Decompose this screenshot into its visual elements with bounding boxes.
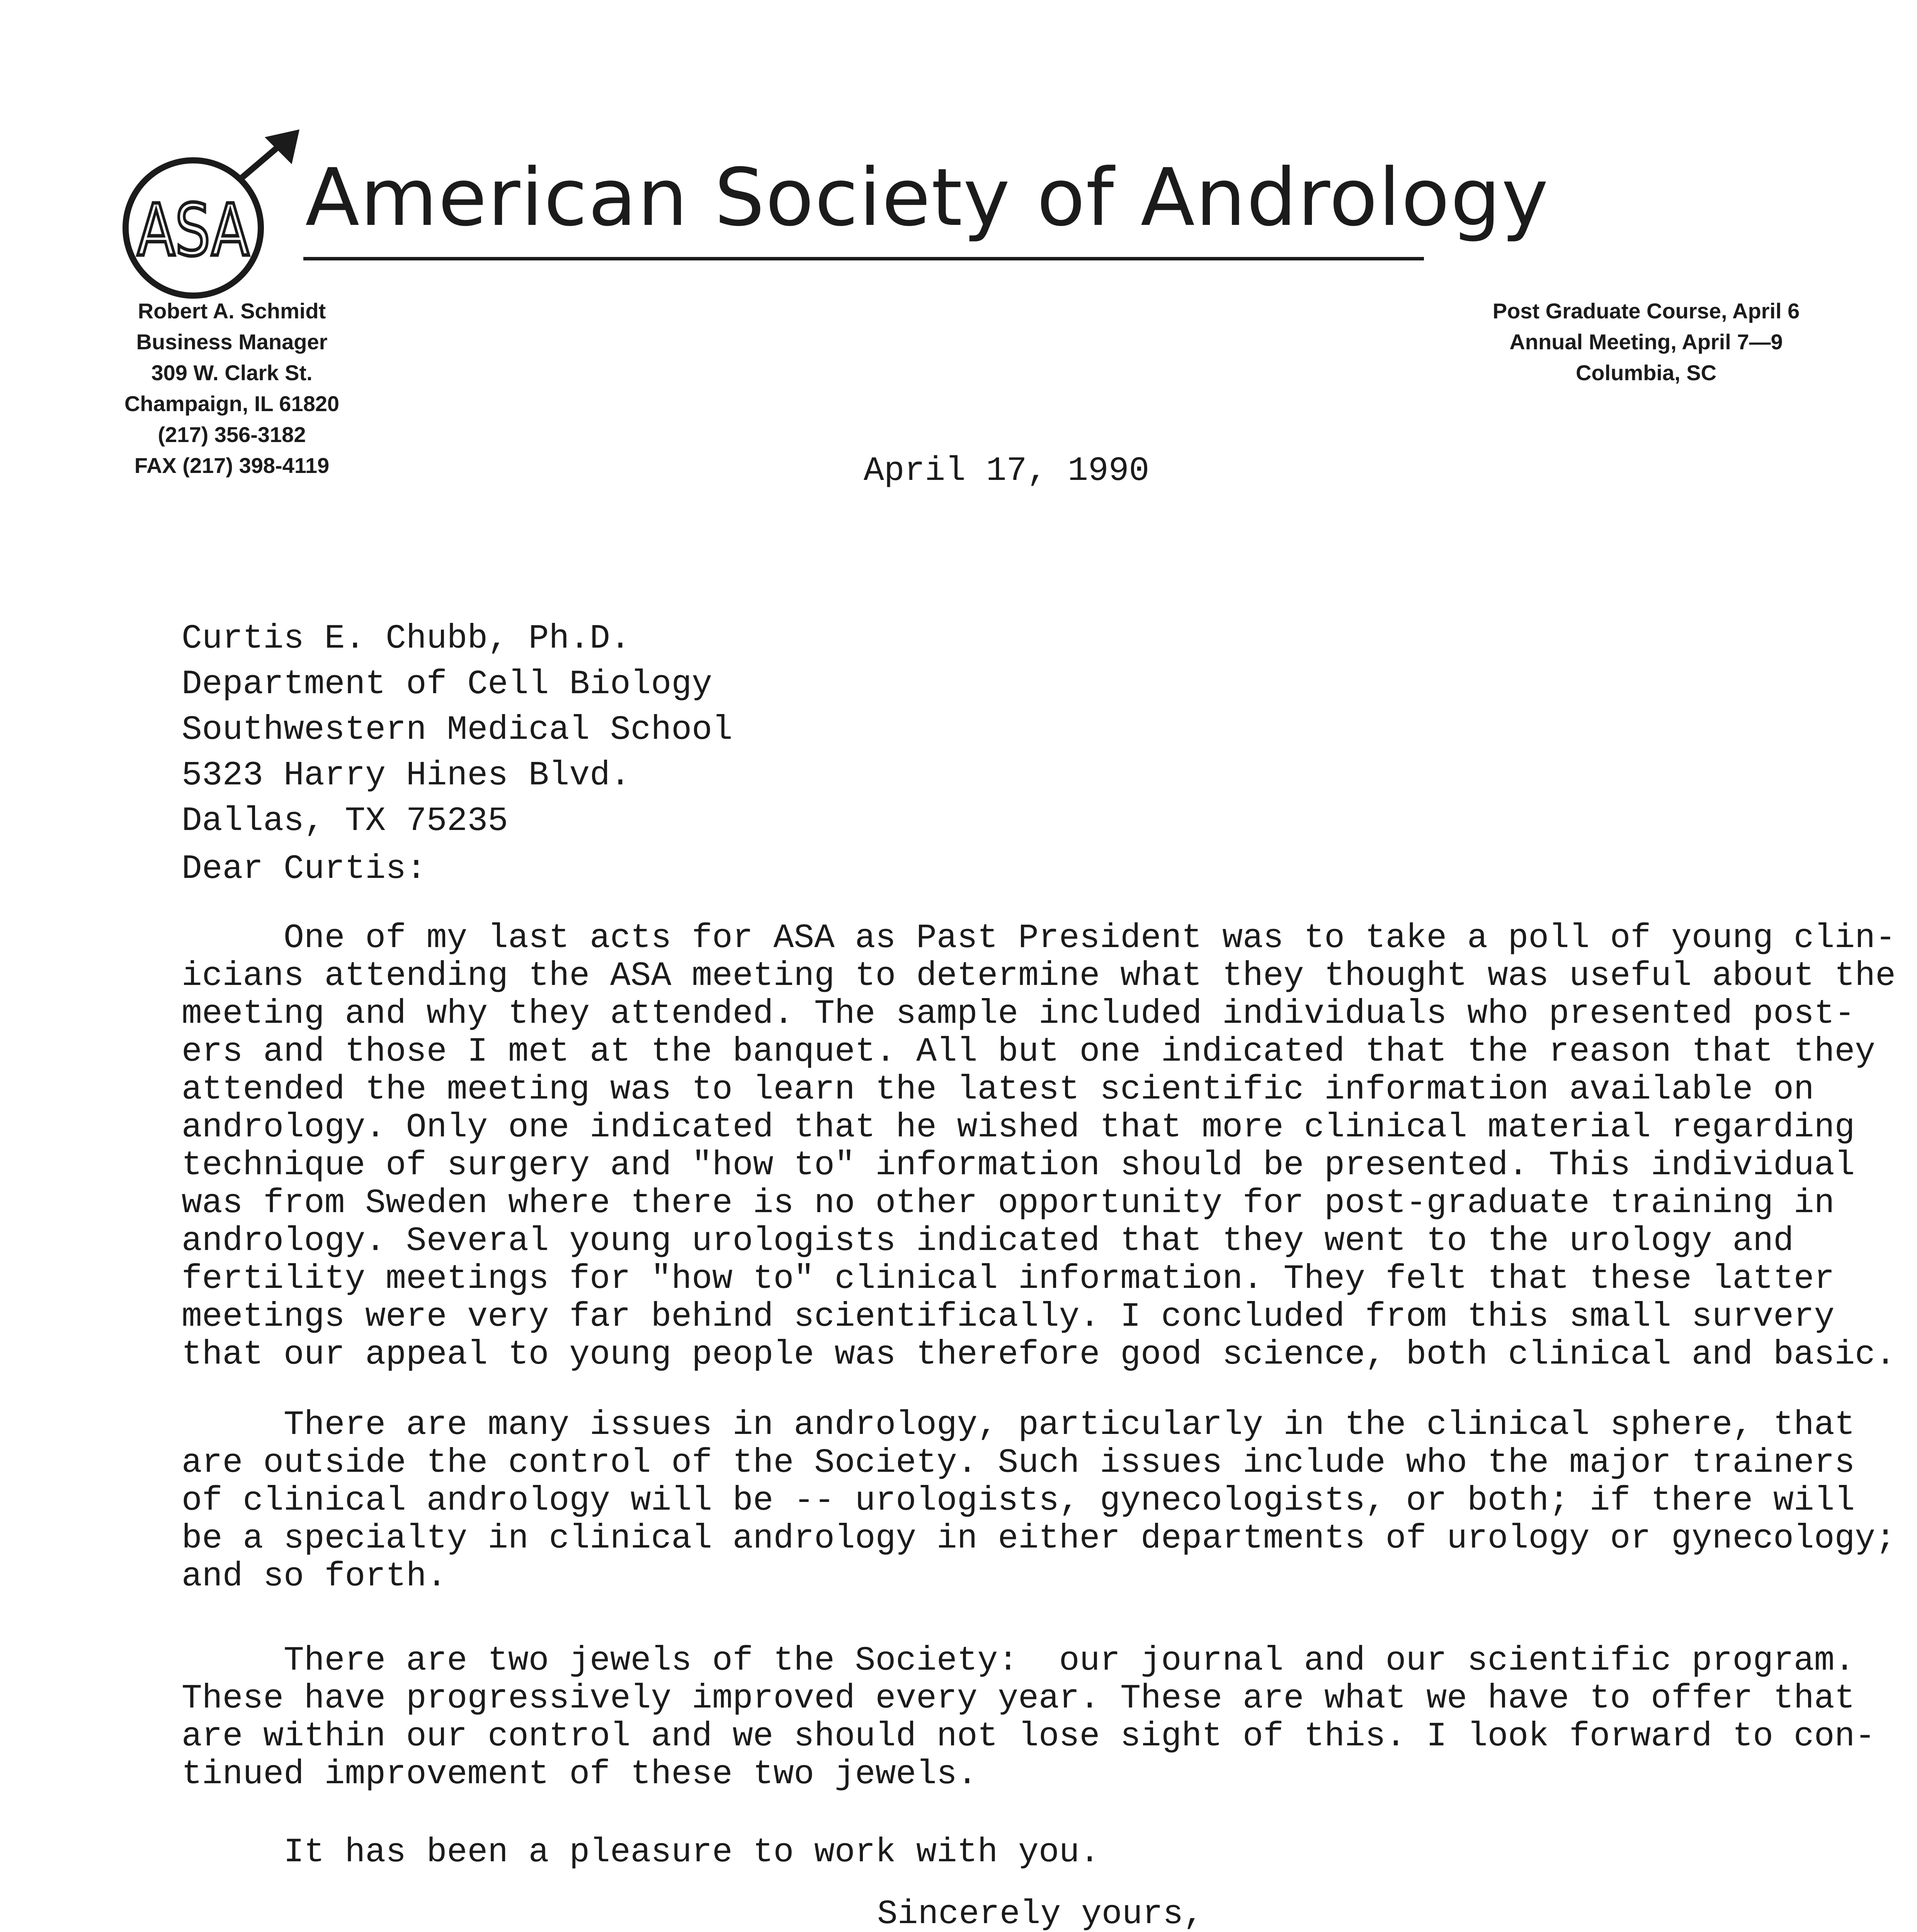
body-line: be a specialty in clinical andrology in either departments of urology or gynecology;: [182, 1520, 1896, 1558]
body-line: There are many issues in andrology, particularly in the clinical sphere, that: [182, 1406, 1855, 1444]
body-paragraph: [182, 920, 1896, 1374]
body-line: These have progressively improved every year. These are what we have to offer that: [182, 1680, 1855, 1718]
meeting-line: Post Graduate Course, April 6: [1492, 299, 1800, 323]
body-line: There are two jewels of the Society: our journal and our scientific program.: [182, 1642, 1855, 1680]
body-line: was from Sweden where there is no other opportunity for post-graduate training in: [182, 1184, 1835, 1223]
body-paragraph: [182, 1642, 1875, 1794]
signature: [935, 1926, 1244, 1932]
recipient-line: Dallas, TX 75235: [182, 802, 508, 840]
asa-logo: [116, 128, 317, 305]
body-line: andrology. Only one indicated that he wished that more clinical material regarding: [182, 1109, 1855, 1147]
body-line: that our appeal to young people was therefore good science, both clinical and basic.: [182, 1336, 1896, 1374]
meeting-info-block: [1430, 296, 1863, 388]
body-line: tinued improvement of these two jewels.: [182, 1755, 978, 1794]
body-line: meetings were very far behind scientifically. I concluded from this small survery: [182, 1298, 1835, 1336]
recipient-address: [182, 616, 733, 844]
manager-line: Business Manager: [136, 330, 328, 354]
business-manager-block: [108, 296, 356, 481]
body-line: One of my last acts for ASA as Past President was to take a poll of young clin-: [182, 919, 1896, 957]
closing: Sincerely yours,: [877, 1895, 1204, 1932]
closing-sentence: It has been a pleasure to work with you.: [182, 1833, 1100, 1872]
body-line: and so forth.: [182, 1558, 447, 1596]
manager-line: FAX (217) 398-4119: [134, 453, 330, 478]
body-line: icians attending the ASA meeting to determine what they thought was useful about the: [182, 957, 1896, 995]
body-line: of clinical andrology will be -- urologists, gynecologists, or both; if there will: [182, 1482, 1855, 1520]
meeting-line: Annual Meeting, April 7—9: [1509, 330, 1783, 354]
body-line: are outside the control of the Society. Such issues include who the major trainers: [182, 1444, 1855, 1482]
recipient-line: 5323 Harry Hines Blvd.: [182, 757, 631, 795]
manager-line: Champaign, IL 61820: [124, 391, 340, 416]
manager-line: (217) 356-3182: [158, 422, 306, 447]
meeting-line: Columbia, SC: [1575, 361, 1717, 385]
logo-text: ASA: [137, 189, 249, 272]
body-line: meeting and why they attended. The sample included individuals who presented post-: [182, 995, 1855, 1033]
recipient-line: Curtis E. Chubb, Ph.D.: [182, 620, 631, 658]
recipient-line: Southwestern Medical School: [182, 711, 733, 749]
salutation: Dear Curtis:: [182, 850, 427, 888]
organization-name: American Society of Andrology: [305, 152, 1549, 244]
manager-line: Robert A. Schmidt: [138, 299, 326, 323]
body-paragraph: [182, 1406, 1896, 1596]
letter-date: April 17, 1990: [864, 452, 1150, 490]
body-line: fertility meetings for "how to" clinical information. They felt that these latter: [182, 1260, 1835, 1298]
body-line: ers and those I met at the banquet. All but one indicated that the reason that they: [182, 1033, 1876, 1071]
recipient-line: Department of Cell Biology: [182, 665, 713, 704]
header-rule: [303, 257, 1424, 260]
manager-line: 309 W. Clark St.: [151, 361, 313, 385]
body-line: technique of surgery and "how to" information should be presented. This individual: [182, 1146, 1855, 1185]
body-line: andrology. Several young urologists indicated that they went to the urology and: [182, 1222, 1794, 1260]
body-line: attended the meeting was to learn the latest scientific information available on: [182, 1071, 1814, 1109]
body-line: are within our control and we should not lose sight of this. I look forward to con-: [182, 1718, 1876, 1756]
